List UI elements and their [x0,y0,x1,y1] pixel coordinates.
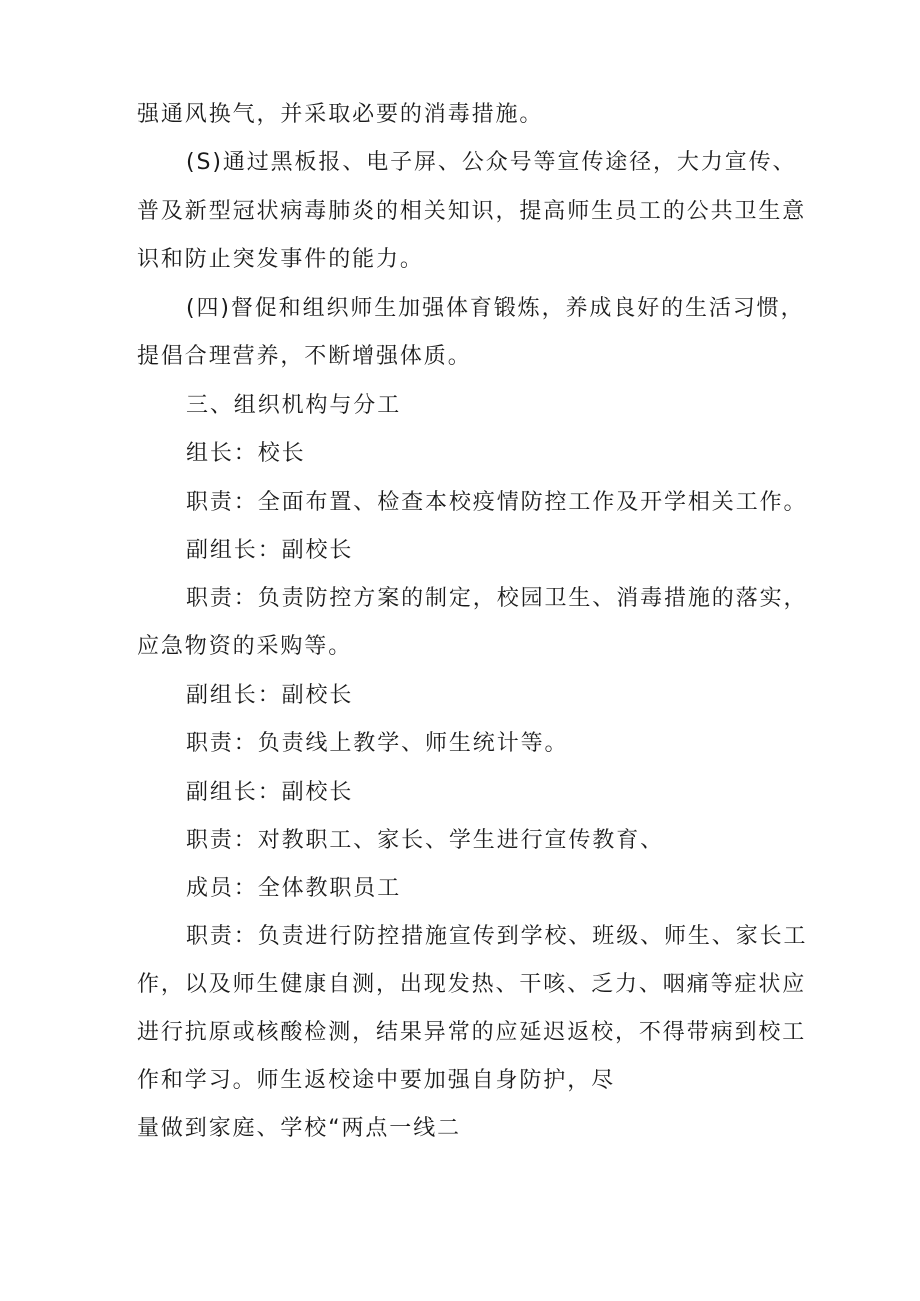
text-line: 组长：校长 [186,441,306,466]
text-line: 职责：对教职工、家长、学生进行宣传教育、 [186,828,665,853]
text-line: 职责：负责防控方案的制定，校园卫生、消毒措施的落实， [186,586,808,611]
text-line: 副组长：副校长 [186,538,354,563]
text-line: 进行抗原或核酸检测，结果异常的应延迟返校，不得带病到校工 [137,1020,807,1045]
section-heading: 三、组织机构与分工 [186,393,402,418]
text-line: 作和学习。师生返校途中要加强自身防护，尽 [137,1068,616,1093]
text-line: 识和防止突发事件的能力。 [137,247,424,272]
text-line: (S)通过黑板报、电子屏、公众号等宣传途径，大力宣传、 [186,150,797,175]
text-line: 职责：负责线上教学、师生统计等。 [186,731,569,756]
text-line: 普及新型冠状病毒肺炎的相关知识，提高师生员工的公共卫生意 [137,199,807,224]
text-line: 副组长：副校长 [186,683,354,708]
text-line: (四)督促和组织师生加强体育锻炼，养成良好的生活习惯， [186,296,805,321]
text-line: 提倡合理营养，不断增强体质。 [137,344,472,369]
text-line: 强通风换气，并采取必要的消毒措施。 [137,102,544,127]
text-line: 副组长：副校长 [186,780,354,805]
text-line: 职责：负责进行防控措施宣传到学校、班级、师生、家长工 [186,924,808,949]
text-line: 量做到家庭、学校“两点一线二 [137,1116,461,1141]
text-line: 职责：全面布置、检查本校疫情防控工作及开学相关工作。 [186,490,808,515]
text-line: 作，以及师生健康自测，出现发热、干咳、乏力、咽痛等症状应 [137,972,807,997]
text-line: 成员：全体教职员工 [186,876,402,901]
text-line: 应急物资的采购等。 [137,634,353,659]
